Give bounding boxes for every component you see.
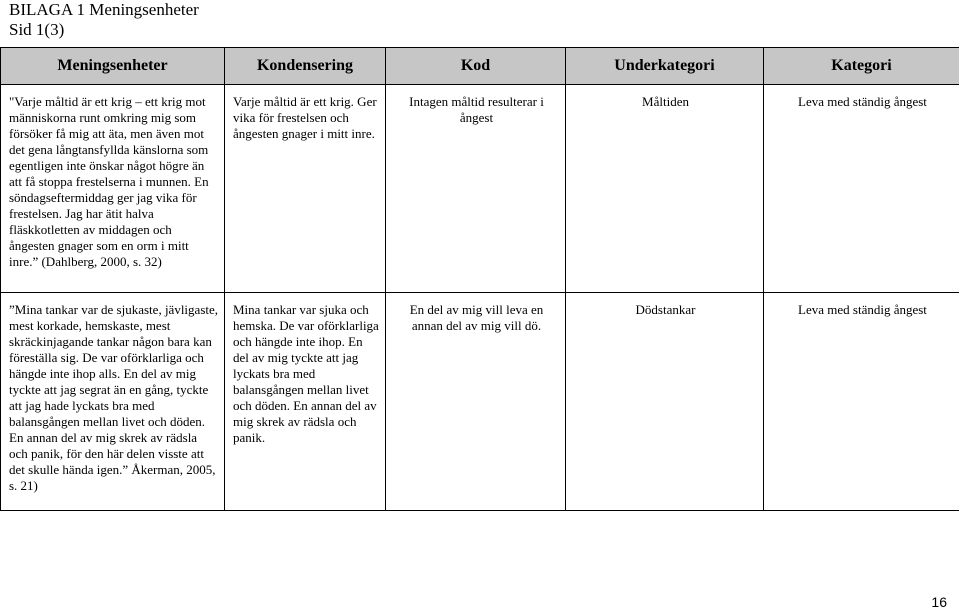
table-row xyxy=(1,85,959,293)
underkategori-cell: Måltiden xyxy=(566,85,763,114)
column-header-underkategori: Underkategori xyxy=(566,48,764,85)
column-header-meningsenheter: Meningsenheter xyxy=(1,48,225,85)
kondensering-cell: Mina tankar var sjuka och hemska. De var oförklarliga och hängde inte ihop. En del av mig tyckte att jag lyckats bra med balansgången mellan livet och döden. En annan del av mig skrek av rädsla och panik. xyxy=(225,293,385,450)
meaning-units-table xyxy=(0,47,959,511)
meningsenhet-cell: ”Mina tankar var de sjukaste, jävligaste, mest korkade, hemskaste, mest skräckinjagande tankar någon bara kan föreställa sig. De var oförklarliga och hängde inte ihop alls. En del av mig tyckte att jag segrat än en gång, tyckte att jag hade lyckats bra med balansgången mellan livet och döden. En annan del av mig skrek av rädsla och panik, för den här delen visste att det skulle hända igen.” Åkerman, 2005, s. 21) xyxy=(1,293,224,498)
appendix-title: BILAGA 1 Meningsenheter xyxy=(9,0,199,20)
table-header-row xyxy=(1,48,959,85)
column-header-kod: Kod xyxy=(386,48,566,85)
underkategori-cell: Dödstankar xyxy=(566,293,763,322)
column-header-kategori: Kategori xyxy=(764,48,959,85)
meningsenhet-cell: "Varje måltid är ett krig – ett krig mot människorna runt omkring mig som försöker få mig att äta, men även mot det gena långtansfyllda känslorna som egentligen inte önskar något högre än att få stoppa frestelserna i munnen. En söndagseftermiddag ger jag vika för frestelsen. Jag har ätit halva fläskkotletten av middagen och ångesten gnager som en orm i mitt inre.” (Dahlberg, 2000, s. 32) xyxy=(1,85,224,274)
column-header-kondensering: Kondensering xyxy=(225,48,386,85)
kondensering-cell: Varje måltid är ett krig. Ger vika för frestelsen och ångesten gnager i mitt inre. xyxy=(225,85,385,146)
page-number: 16 xyxy=(931,594,947,610)
document-header xyxy=(9,0,199,40)
page-indicator: Sid 1(3) xyxy=(9,20,199,40)
kategori-cell: Leva med ständig ångest xyxy=(764,293,959,322)
kod-cell: Intagen måltid resulterar i ångest xyxy=(386,85,565,130)
table-row xyxy=(1,293,959,511)
kod-cell: En del av mig vill leva en annan del av mig vill dö. xyxy=(386,293,565,338)
kategori-cell: Leva med ständig ångest xyxy=(764,85,959,114)
